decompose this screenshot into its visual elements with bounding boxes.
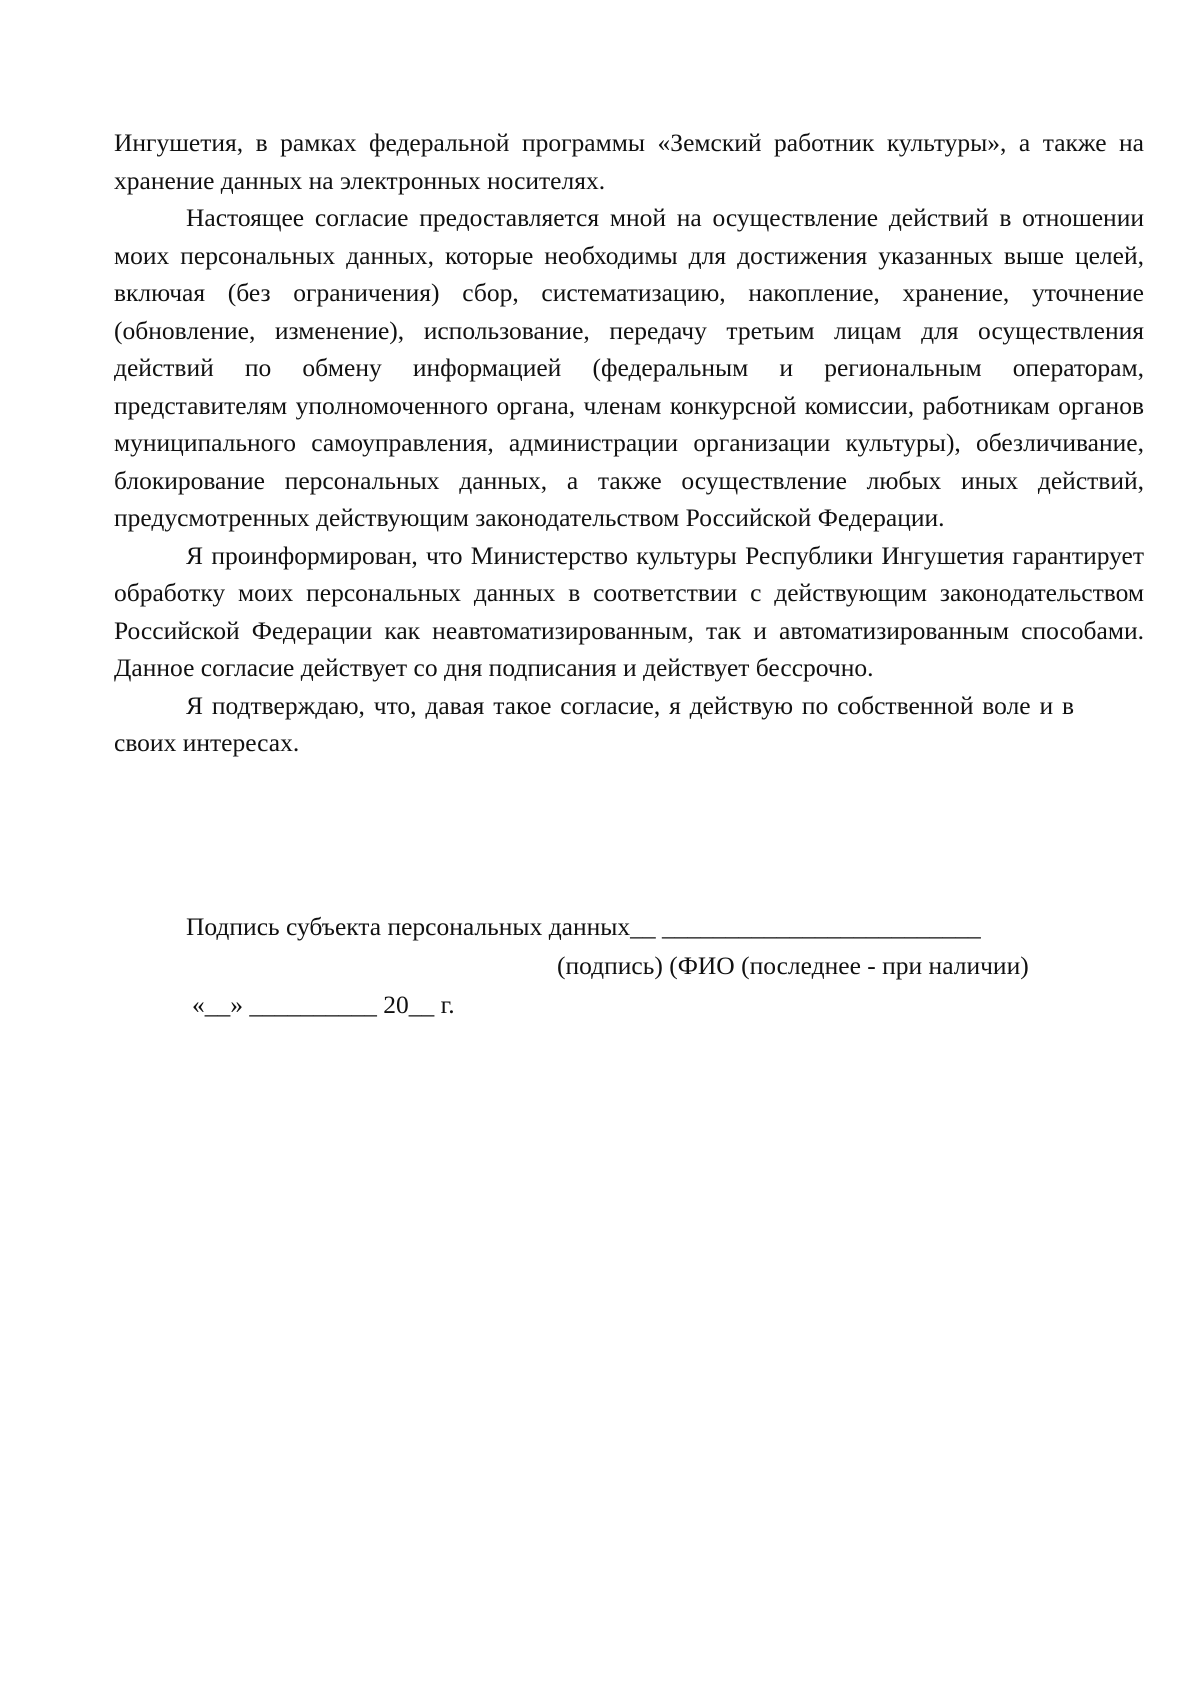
paragraph-consent-scope: Настоящее согласие предоставляется мной на осуществление действий в отношении моих персональных данных, которые необходимы для достижения указанных выше целей, включая (без ограничения) сбор, систематизацию, накопление, хранение, уточнение (обновление, изменение), использование, передачу третьим лицам для осуществления действий по обмену информацией (федеральным и региональным операторам, представителям уполномоченного органа, членам конкурсной комиссии, работникам органов муниципального самоуправления, администрации организации культуры), обезличивание, блокирование персональных данных, а также осуществление любых иных действий, предусмотренных действующим законодательством Российской Федерации. [114,203,1144,532]
paragraph-purpose: Ингушетия, в рамках федеральной программы «Земский работник культуры», а также на хранение данных на электронных носителях. [114,128,1144,195]
date-line: «__» __________ 20__ г. [192,990,455,1019]
paragraph-confirmation: Я подтверждаю, что, давая такое согласие, я действую по собственной воле и в своих интересах. [114,690,1074,757]
paragraph-guarantee: Я проинформирован, что Министерство культуры Республики Ингушетия гарантирует обработку моих персональных данных в соответствии с действующим законодательством Российской Федерации как неавтоматизированным, так и автоматизированным способами. Данное согласие действует со дня подписания и действует бессрочно. [114,540,1144,682]
document-body [114,124,1144,762]
signature-caption: (подпись) (ФИО (последнее - при наличии) [557,951,1029,980]
signature-line: Подпись субъекта персональных данных__ _________________________ [186,912,981,941]
